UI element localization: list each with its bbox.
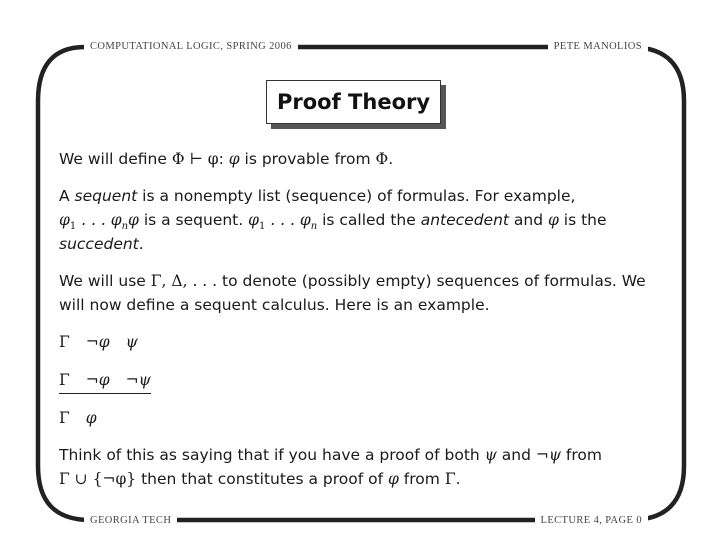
text: We will use [59, 272, 151, 290]
footer-institution: GEORGIA TECH [84, 514, 177, 528]
math: Γ [444, 470, 456, 488]
text: then that constitutes a proof of [136, 470, 389, 488]
subscript: n [121, 221, 129, 233]
slide-title: Proof Theory [266, 80, 441, 124]
math: φ [85, 409, 97, 427]
math: Φ ⊢ φ [171, 150, 219, 168]
math: ¬φ [85, 371, 110, 389]
paragraph-interpretation [59, 443, 669, 491]
text: to denote (possibly empty) sequences of formulas. We will now define a sequent calculus. Here is an example. [59, 272, 646, 314]
header-course: COMPUTATIONAL LOGIC, SPRING 2006 [84, 40, 298, 54]
paragraph-sequent [59, 184, 669, 256]
text: . [138, 235, 144, 253]
math: Γ, Δ, . . . [150, 272, 218, 290]
header-author: PETE MANOLIOS [548, 40, 648, 54]
term-succedent: succedent [59, 235, 139, 253]
paragraph-definition [59, 147, 669, 171]
inference-rule-line [59, 368, 151, 394]
text: and [496, 446, 536, 464]
math: . . . φ [76, 211, 122, 229]
math: Γ [59, 371, 70, 389]
math: Γ [59, 409, 70, 427]
math: φ [248, 211, 259, 229]
math: ¬ψ [535, 446, 561, 464]
text: is a nonempty list (sequence) of formulas. For example, [137, 187, 576, 205]
math: . . . φ [265, 211, 311, 229]
math: φ [388, 470, 399, 488]
math: Γ ∪ {¬φ} [59, 470, 137, 488]
text: from [561, 446, 602, 464]
math: φ [548, 211, 559, 229]
math: φ [59, 211, 70, 229]
sequent-premise-2 [59, 368, 669, 392]
math: Φ [375, 150, 389, 168]
sequent-premise-1 [59, 330, 669, 354]
math: ¬φ [85, 333, 110, 351]
text: . [388, 150, 394, 168]
sequent-conclusion [59, 406, 669, 430]
text: We will define [59, 150, 172, 168]
math: ψ [484, 446, 497, 464]
text: and [508, 211, 548, 229]
slide-content [59, 147, 669, 504]
subscript: 1 [258, 221, 266, 233]
subscript: 1 [69, 221, 77, 233]
text: : [218, 150, 229, 168]
text: is a sequent. [138, 211, 249, 229]
math: φ [228, 150, 240, 168]
text: Think of this as saying that if you have a proof of both [59, 446, 485, 464]
term-antecedent: antecedent [420, 211, 509, 229]
math: Γ [59, 333, 70, 351]
footer-page: LECTURE 4, PAGE 0 [535, 514, 649, 528]
math: φ [128, 211, 139, 229]
subscript: n [310, 221, 318, 233]
math: ψ [125, 333, 138, 351]
text: is called the [317, 211, 421, 229]
paragraph-calculus [59, 269, 669, 317]
math: ¬ψ [125, 371, 151, 389]
text: A [59, 187, 75, 205]
text: from [398, 470, 445, 488]
text: is the [558, 211, 607, 229]
term-sequent: sequent [74, 187, 138, 205]
text: is provable from [239, 150, 376, 168]
text: . [455, 470, 461, 488]
